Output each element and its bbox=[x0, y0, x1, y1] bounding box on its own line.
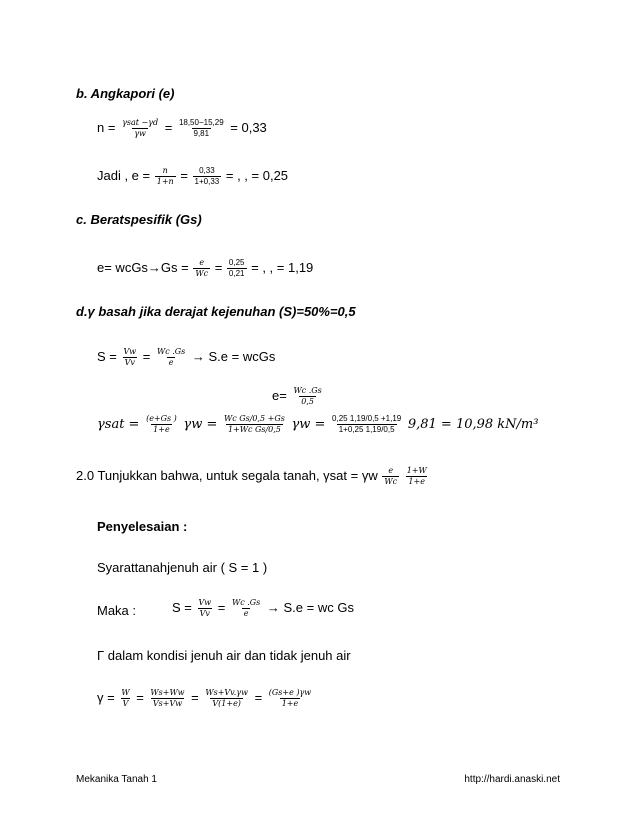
frac-num: n bbox=[162, 166, 168, 175]
fraction-gsat-1 bbox=[144, 414, 179, 435]
frac-num: Wc .Gs bbox=[231, 598, 261, 607]
eq-e-lhs: Jadi , e = bbox=[97, 167, 151, 183]
equals: = bbox=[254, 689, 263, 705]
frac-num: (e+Gs ) bbox=[146, 414, 177, 423]
frac-num: Wc .Gs bbox=[156, 347, 186, 356]
fraction-maka-1 bbox=[197, 598, 214, 619]
fraction-q2-2 bbox=[405, 466, 429, 487]
equals: = bbox=[164, 119, 173, 135]
frac-den: Wc bbox=[384, 477, 398, 486]
fraction-e-1 bbox=[155, 166, 176, 187]
frac-den: Vv bbox=[124, 358, 135, 367]
equals: = bbox=[217, 599, 226, 615]
gamma-w: γw = bbox=[183, 416, 218, 432]
equation-gs bbox=[97, 258, 313, 279]
maka-label: Maka : bbox=[97, 603, 137, 618]
frac-num: Ws+Ww bbox=[150, 688, 185, 697]
frac-den: 0,5 bbox=[301, 397, 314, 406]
fraction-g-3 bbox=[203, 688, 250, 709]
fraction-q2-1 bbox=[382, 466, 399, 487]
equation-gamma bbox=[97, 688, 314, 709]
frac-num: e bbox=[199, 258, 205, 267]
frac-den: 1+e bbox=[153, 425, 170, 434]
frac-num: Vw bbox=[198, 598, 212, 607]
heading-beratspesifik: c. Beratspesifik (Gs) bbox=[76, 212, 202, 227]
frac-den: 1+0,25 1,19/0,5 bbox=[338, 425, 395, 434]
frac-den: 1+e bbox=[281, 699, 299, 708]
frac-num: 0,25 1,19/0,5 +1,19 bbox=[332, 414, 402, 423]
frac-num: e bbox=[388, 466, 394, 475]
equation-e bbox=[97, 166, 288, 187]
result: 9,81 = 10,98 kN/m³ bbox=[407, 416, 539, 432]
frac-num: 0,33 bbox=[199, 166, 215, 175]
frac-num: 0,25 bbox=[228, 258, 245, 267]
eq-gamma-lhs: γ = bbox=[97, 689, 115, 705]
equation-n bbox=[97, 118, 267, 139]
equals: = bbox=[136, 689, 144, 705]
frac-num: 18,50−15,29 bbox=[178, 118, 224, 127]
gamma-w: γw = bbox=[291, 416, 326, 432]
question-2 bbox=[76, 466, 430, 487]
frac-den: e bbox=[243, 609, 249, 618]
result: → S.e = wc Gs bbox=[266, 599, 354, 615]
eq-gs-lhs: e= wcGs→Gs = bbox=[97, 259, 189, 275]
frac-den: V bbox=[122, 699, 129, 708]
fraction-n-2 bbox=[177, 118, 226, 139]
eq-e2-lhs: e= bbox=[272, 387, 287, 403]
equation-s bbox=[97, 347, 275, 368]
footer-right: http://hardi.anaski.net bbox=[464, 774, 560, 785]
frac-num: 1+W bbox=[406, 466, 427, 475]
equals: = bbox=[180, 167, 188, 183]
frac-num: Ws+Vv.γw bbox=[205, 688, 248, 697]
result: = , , = 1,19 bbox=[251, 259, 314, 275]
fraction-maka-2 bbox=[230, 598, 262, 619]
frac-den: 1+Wc Gs/0,5 bbox=[227, 425, 281, 434]
fraction-gs-2 bbox=[227, 258, 247, 279]
fraction-s-1 bbox=[122, 347, 139, 368]
fraction-e-2 bbox=[193, 166, 222, 187]
frac-den: γw bbox=[134, 129, 146, 138]
frac-den: 1+n bbox=[156, 177, 174, 186]
eq-gsat-lhs: γsat = bbox=[97, 416, 140, 432]
penyelesaian-heading: Penyelesaian : bbox=[97, 519, 188, 534]
heading-gamma-basah: d.γ basah jika derajat kejenuhan (S)=50%=0,5 bbox=[76, 304, 356, 319]
result: = , , = 0,25 bbox=[225, 167, 289, 183]
result: → S.e = wcGs bbox=[191, 348, 276, 364]
eq-n-lhs: n = bbox=[97, 119, 116, 135]
frac-num: Wc .Gs bbox=[293, 386, 322, 395]
result: = 0,33 bbox=[230, 119, 267, 135]
frac-den: V(1+e) bbox=[212, 699, 241, 708]
eq-maka-lhs: S = bbox=[172, 599, 192, 615]
fraction-e2 bbox=[291, 386, 323, 407]
equation-e2 bbox=[272, 386, 325, 407]
equals: = bbox=[191, 689, 199, 705]
syarat-text: Syarattanahjenuh air ( S = 1 ) bbox=[97, 560, 268, 575]
equals: = bbox=[142, 348, 151, 364]
frac-num: Wc Gs/0,5 +Gs bbox=[223, 414, 285, 423]
fraction-gs-1 bbox=[193, 258, 210, 279]
frac-den: e bbox=[168, 358, 174, 367]
equation-gamma-sat bbox=[97, 414, 538, 435]
fraction-n-1 bbox=[120, 118, 160, 139]
frac-num: Vw bbox=[123, 347, 137, 356]
fraction-gsat-2 bbox=[222, 414, 287, 435]
fraction-g-1 bbox=[119, 688, 131, 709]
footer-left: Mekanika Tanah 1 bbox=[76, 774, 157, 785]
frac-den: Vv bbox=[199, 609, 210, 618]
eq-s-lhs: S = bbox=[97, 348, 117, 364]
equals: = bbox=[214, 259, 223, 275]
question-text: 2.0 Tunjukkan bahwa, untuk segala tanah, γsat = γw bbox=[76, 467, 378, 483]
frac-den: 1+e bbox=[408, 477, 425, 486]
gamma-note: Γ dalam kondisi jenuh air dan tidak jenuh air bbox=[97, 648, 351, 663]
frac-den: Vs+Vw bbox=[152, 699, 183, 708]
frac-den: Wc bbox=[195, 269, 209, 278]
heading-angkapori: b. Angkapori (e) bbox=[76, 86, 175, 101]
equation-maka bbox=[172, 598, 354, 619]
fraction-s-2 bbox=[155, 347, 187, 368]
frac-num: W bbox=[121, 688, 130, 697]
frac-den: 9,81 bbox=[193, 129, 210, 138]
frac-den: 0,21 bbox=[228, 269, 245, 278]
frac-num: (Gs+e )γw bbox=[268, 688, 312, 697]
frac-num: γsat −γd bbox=[122, 118, 159, 127]
fraction-gsat-3 bbox=[330, 414, 403, 435]
fraction-g-4 bbox=[267, 688, 313, 709]
fraction-g-2 bbox=[148, 688, 186, 709]
frac-den: 1+0,33 bbox=[194, 177, 220, 186]
